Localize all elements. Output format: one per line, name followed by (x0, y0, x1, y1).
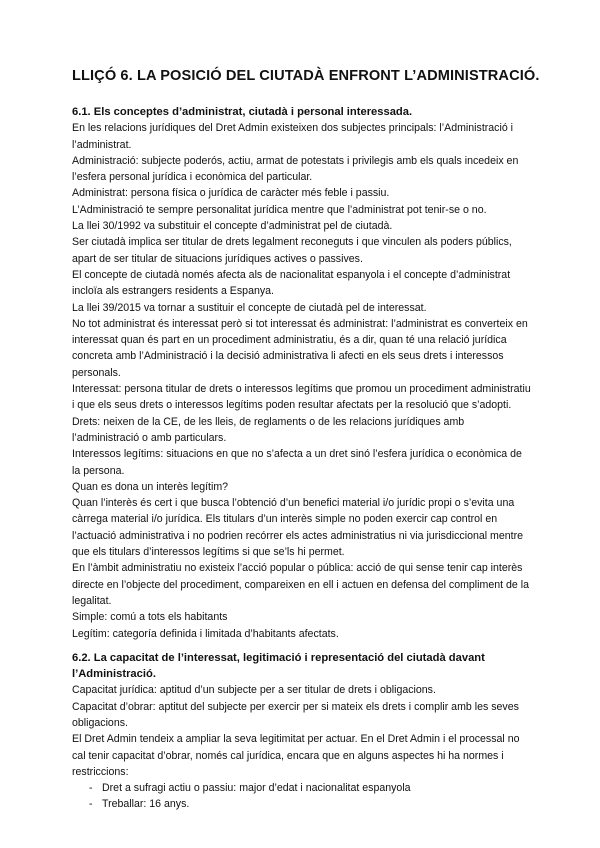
document-page (72, 68, 540, 813)
bullet-dash: - (89, 782, 93, 795)
paragraph: Capacitat d’obrar: aptitut del subjecte per exercir per si mateix els drets i complir amb les seves obligacions. (72, 700, 519, 729)
paragraph: Administració: subjecte poderós, actiu, armat de potestats i privilegis amb els quals incedeix en l’esfera personal jurídica i econòmica del particular. (72, 154, 519, 184)
bullet-dash: - (89, 798, 93, 811)
list-item (72, 796, 532, 812)
paragraph: El concepte de ciutadà només afecta als de nacionalitat espanyola i el concepte d’administrat incloïa als estrangers residents a Espanya. (72, 268, 511, 298)
paragraph: Interessat: persona titular de drets o interessos legítims que promou un procediment administratiu i que els seus drets o interessos legítims poden resultar afectats per la resolució que s’adopti. (72, 383, 531, 412)
paragraph: La llei 39/2015 va tornar a sustituir el concepte de ciutadà pel de interessat. (72, 301, 427, 314)
section-6-1 (72, 104, 532, 642)
paragraph: Simple: comú a tots els habitants (72, 611, 228, 624)
section-heading: 6.2. La capacitat de l’interessat, legitimació i representació del ciutadà davant l’Administració. (72, 651, 485, 681)
list-item-text: Dret a sufragi actiu o passiu: major d’edat i nacionalitat espanyola (102, 782, 411, 795)
paragraph: Quan l’interès és cert i que busca l’obtenció d’un benefici material i/o jurídic propi o s’evita una càrrega material i/o jurídica. Els titulars d’un interès simple no poden exercir cap control en l’actuació administrativa i no podrien recórrer els actes administratius ni via jurisdiccional mentre que els titulars d’interessos legítims si que se’ls hi permet. (72, 497, 524, 559)
paragraph: En les relacions jurídiques del Dret Admin existeixen dos subjectes principals: l’Administració i l’administrat. (72, 122, 514, 151)
paragraph: En l’àmbit administratiu no existeix l’acció popular o pública: acció de qui sense tenir cap interès directe en l’objecte del procediment, compareixen en ell i actuen en defensa del compliment de la legalitat. (72, 562, 529, 607)
paragraph: Capacitat jurídica: aptitud d’un subjecte per a ser titular de drets i obligacions. (72, 684, 436, 697)
list-item (72, 780, 532, 796)
paragraph: No tot administrat és interessat però si tot interessat és administrat: l’administrat es converteix en interessat quan és part en un procediment administratiu, és a dir, quan té una relació jurídica concreta amb l’Administració i la decisió administrativa li afecti en els seus drets i interessos personals. (72, 317, 528, 379)
paragraph: La llei 30/1992 va substituir el concepte d’administrat pel de ciutadà. (72, 220, 393, 233)
list-item-text: Treballar: 16 anys. (102, 798, 190, 811)
section-spacer (72, 642, 532, 650)
paragraph: L’Administració te sempre personalitat jurídica mentre que l’administrat pot tenir-se o no. (72, 203, 487, 216)
bullet-list (72, 780, 532, 813)
section-heading: 6.1. Els conceptes d’administrat, ciutadà i personal interessada. (72, 106, 413, 118)
paragraph: Legítim: categoría definida i limitada d’habitants afectats. (72, 627, 339, 640)
paragraph: Interessos legítims: situacions en que no s’afecta a un dret sinó l’esfera jurídica o econòmica de la persona. (72, 448, 522, 477)
paragraph: Ser ciutadà implica ser titular de drets legalment reconeguts i que vinculen als poders públics, apart de ser titular de situacions jurídiques actives o passives. (72, 236, 512, 265)
paragraph: Quan es dona un interès legítim? (72, 480, 229, 493)
paragraph: Drets: neixen de la CE, de les lleis, de reglaments o de les relacions jurídiques amb l’administració o amb particulars. (72, 415, 465, 444)
page-title: LLIÇÓ 6. LA POSICIÓ DEL CIUTADÀ ENFRONT L’ADMINISTRACIÓ. (72, 68, 540, 84)
paragraph: Administrat: persona física o jurídica de caràcter més feble i passiu. (72, 187, 390, 200)
section-6-2 (72, 650, 532, 813)
paragraph: El Dret Admin tendeix a ampliar la seva legitimitat per actuar. En el Dret Admin i el processal no cal tenir capacitat d’obrar, només cal jurídica, encara que en alguns aspectes hi ha normes i restriccions: (72, 733, 520, 778)
